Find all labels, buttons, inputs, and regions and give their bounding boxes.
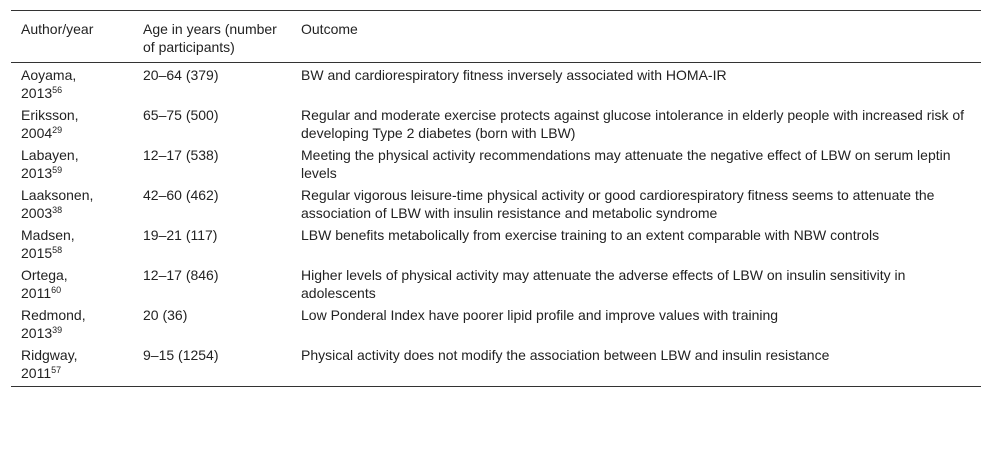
table-row	[11, 63, 981, 107]
author: Laaksonen,	[21, 187, 94, 203]
cell-author-year	[11, 106, 133, 146]
cell-age: 42–60 (462)	[143, 187, 219, 203]
author: Ridgway,	[21, 347, 78, 363]
table-row	[11, 346, 981, 387]
cell-author-year	[11, 63, 133, 107]
cell-outcome: Higher levels of physical activity may attenuate the adverse effects of LBW on insulin sensitivity in adolescents	[301, 267, 906, 301]
reference-number: 38	[52, 205, 63, 215]
table-row	[11, 226, 981, 266]
cell-author-year	[11, 306, 133, 346]
cell-age: 65–75 (500)	[143, 107, 219, 123]
cell-author-year	[11, 146, 133, 186]
year: 2013	[21, 165, 53, 181]
header-author-year: Author/year	[21, 21, 94, 37]
cell-outcome: Regular and moderate exercise protects against glucose intolerance in elderly people with increased risk of developing Type 2 diabetes (born with LBW)	[301, 107, 965, 141]
year: 2013	[21, 325, 53, 341]
author: Redmond,	[21, 307, 86, 323]
header-age: Age in years (number of participants)	[143, 21, 277, 55]
author: Labayen,	[21, 147, 79, 163]
author: Madsen,	[21, 227, 75, 243]
table-row	[11, 106, 981, 146]
table-row	[11, 306, 981, 346]
table-row	[11, 146, 981, 186]
cell-author-year	[11, 266, 133, 306]
year: 2013	[21, 85, 53, 101]
cell-author-year	[11, 186, 133, 226]
reference-number: 29	[52, 125, 63, 135]
cell-age: 12–17 (846)	[143, 267, 219, 283]
cell-age: 9–15 (1254)	[143, 347, 219, 363]
author: Eriksson,	[21, 107, 79, 123]
header-row	[11, 11, 981, 63]
studies-table-container	[11, 10, 981, 387]
author: Aoyama,	[21, 67, 77, 83]
header-outcome: Outcome	[301, 21, 358, 37]
year: 2011	[21, 285, 52, 301]
cell-outcome: Meeting the physical activity recommendations may attenuate the negative effect of LBW on serum leptin levels	[301, 147, 951, 181]
cell-age: 20–64 (379)	[143, 67, 219, 83]
reference-number: 59	[52, 165, 63, 175]
cell-age: 20 (36)	[143, 307, 188, 323]
reference-number: 57	[51, 365, 62, 375]
year: 2003	[21, 205, 53, 221]
reference-number: 56	[52, 85, 63, 95]
table-header	[11, 11, 981, 63]
cell-age: 12–17 (538)	[143, 147, 219, 163]
cell-outcome: BW and cardiorespiratory fitness inversely associated with HOMA-IR	[301, 67, 727, 83]
studies-table	[11, 10, 981, 387]
year: 2011	[21, 365, 52, 381]
table-body	[11, 63, 981, 387]
author: Ortega,	[21, 267, 68, 283]
cell-outcome: Low Ponderal Index have poorer lipid profile and improve values with training	[301, 307, 779, 323]
cell-author-year	[11, 346, 133, 387]
year: 2015	[21, 245, 53, 261]
cell-outcome: LBW benefits metabolically from exercise training to an extent comparable with NBW controls	[301, 227, 880, 243]
reference-number: 60	[51, 285, 62, 295]
year: 2004	[21, 125, 53, 141]
cell-outcome: Physical activity does not modify the association between LBW and insulin resistance	[301, 347, 830, 363]
reference-number: 58	[52, 245, 63, 255]
table-row	[11, 186, 981, 226]
reference-number: 39	[52, 325, 63, 335]
cell-age: 19–21 (117)	[143, 227, 218, 243]
cell-author-year	[11, 226, 133, 266]
cell-outcome: Regular vigorous leisure-time physical activity or good cardiorespiratory fitness seems to attenuate the association of LBW with insulin resistance and metabolic syndrome	[301, 187, 935, 221]
table-row	[11, 266, 981, 306]
